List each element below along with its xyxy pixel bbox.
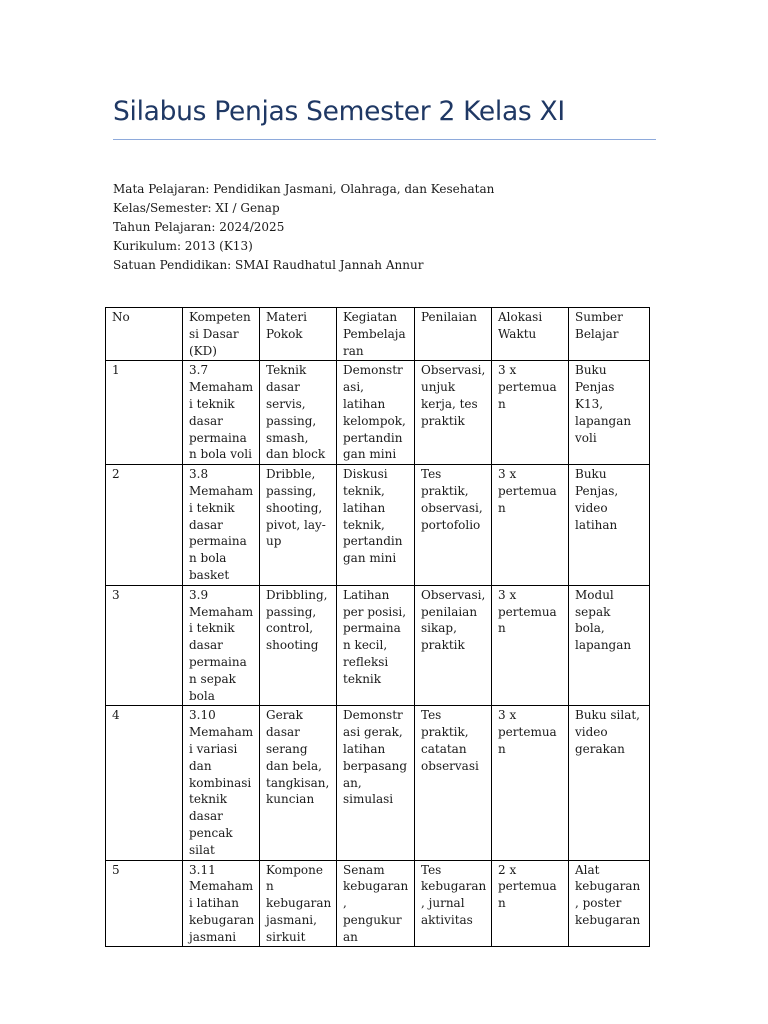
table-row — [106, 585, 650, 706]
cell-materi: Dribbling, passing, control, shooting — [260, 585, 337, 706]
cell-kegiatan: Demonstr asi, latihan kelompok, pertandin gan mini — [337, 361, 415, 465]
cell-alokasi: 3 x pertemua n — [492, 706, 569, 860]
cell-no: 5 — [106, 860, 183, 947]
header-no: No — [106, 308, 183, 361]
header-materi: Materi Pokok — [260, 308, 337, 361]
cell-sumber: Buku Penjas, video latihan — [569, 465, 650, 586]
header-sumber: Sumber Belajar — [569, 308, 650, 361]
cell-sumber: Buku silat, video gerakan — [569, 706, 650, 860]
cell-no: 2 — [106, 465, 183, 586]
syllabus-info — [113, 180, 494, 275]
title-divider — [113, 139, 656, 140]
cell-penilaian: Observasi, unjuk kerja, tes praktik — [415, 361, 492, 465]
cell-kd: 3.11 Memaham i latihan kebugaran jasmani — [183, 860, 260, 947]
cell-penilaian: Tes praktik, observasi, portofolio — [415, 465, 492, 586]
header-penilaian: Penilaian — [415, 308, 492, 361]
cell-kd: 3.7 Memaham i teknik dasar permaina n bola voli — [183, 361, 260, 465]
cell-penilaian: Tes praktik, catatan observasi — [415, 706, 492, 860]
header-alokasi: Alokasi Waktu — [492, 308, 569, 361]
page-title: Silabus Penjas Semester 2 Kelas XI — [113, 96, 565, 127]
cell-no: 4 — [106, 706, 183, 860]
cell-kegiatan: Senam kebugaran , pengukur an — [337, 860, 415, 947]
cell-alokasi: 3 x pertemua n — [492, 361, 569, 465]
cell-kd: 3.8 Memaham i teknik dasar permaina n bola basket — [183, 465, 260, 586]
table-header-row — [106, 308, 650, 361]
info-school-year: Tahun Pelajaran: 2024/2025 — [113, 220, 285, 234]
cell-sumber: Modul sepak bola, lapangan — [569, 585, 650, 706]
cell-materi: Teknik dasar servis, passing, smash, dan block — [260, 361, 337, 465]
cell-materi: Gerak dasar serang dan bela, tangkisan, kuncian — [260, 706, 337, 860]
cell-penilaian: Observasi, penilaian sikap, praktik — [415, 585, 492, 706]
cell-no: 1 — [106, 361, 183, 465]
cell-sumber: Buku Penjas K13, lapangan voli — [569, 361, 650, 465]
cell-materi: Kompone n kebugaran jasmani, sirkuit — [260, 860, 337, 947]
header-kegiatan: Kegiatan Pembelaja ran — [337, 308, 415, 361]
cell-no: 3 — [106, 585, 183, 706]
table-row — [106, 706, 650, 860]
cell-kegiatan: Latihan per posisi, permaina n kecil, refleksi teknik — [337, 585, 415, 706]
cell-kd: 3.10 Memaham i variasi dan kombinasi teknik dasar pencak silat — [183, 706, 260, 860]
info-class-semester: Kelas/Semester: XI / Genap — [113, 201, 280, 215]
table-row — [106, 860, 650, 947]
cell-penilaian: Tes kebugaran , jurnal aktivitas — [415, 860, 492, 947]
cell-materi: Dribble, passing, shooting, pivot, lay- up — [260, 465, 337, 586]
cell-sumber: Alat kebugaran , poster kebugaran — [569, 860, 650, 947]
cell-alokasi: 2 x pertemua n — [492, 860, 569, 947]
cell-alokasi: 3 x pertemua n — [492, 465, 569, 586]
info-school: Satuan Pendidikan: SMAI Raudhatul Jannah Annur — [113, 258, 424, 272]
cell-kegiatan: Diskusi teknik, latihan teknik, pertandin gan mini — [337, 465, 415, 586]
header-kd: Kompeten si Dasar (KD) — [183, 308, 260, 361]
info-curriculum: Kurikulum: 2013 (K13) — [113, 239, 253, 253]
table-row — [106, 465, 650, 586]
syllabus-table — [105, 307, 650, 947]
cell-alokasi: 3 x pertemua n — [492, 585, 569, 706]
info-subject: Mata Pelajaran: Pendidikan Jasmani, Olahraga, dan Kesehatan — [113, 182, 495, 196]
cell-kegiatan: Demonstr asi gerak, latihan berpasang an, simulasi — [337, 706, 415, 860]
table-row — [106, 361, 650, 465]
cell-kd: 3.9 Memaham i teknik dasar permaina n sepak bola — [183, 585, 260, 706]
